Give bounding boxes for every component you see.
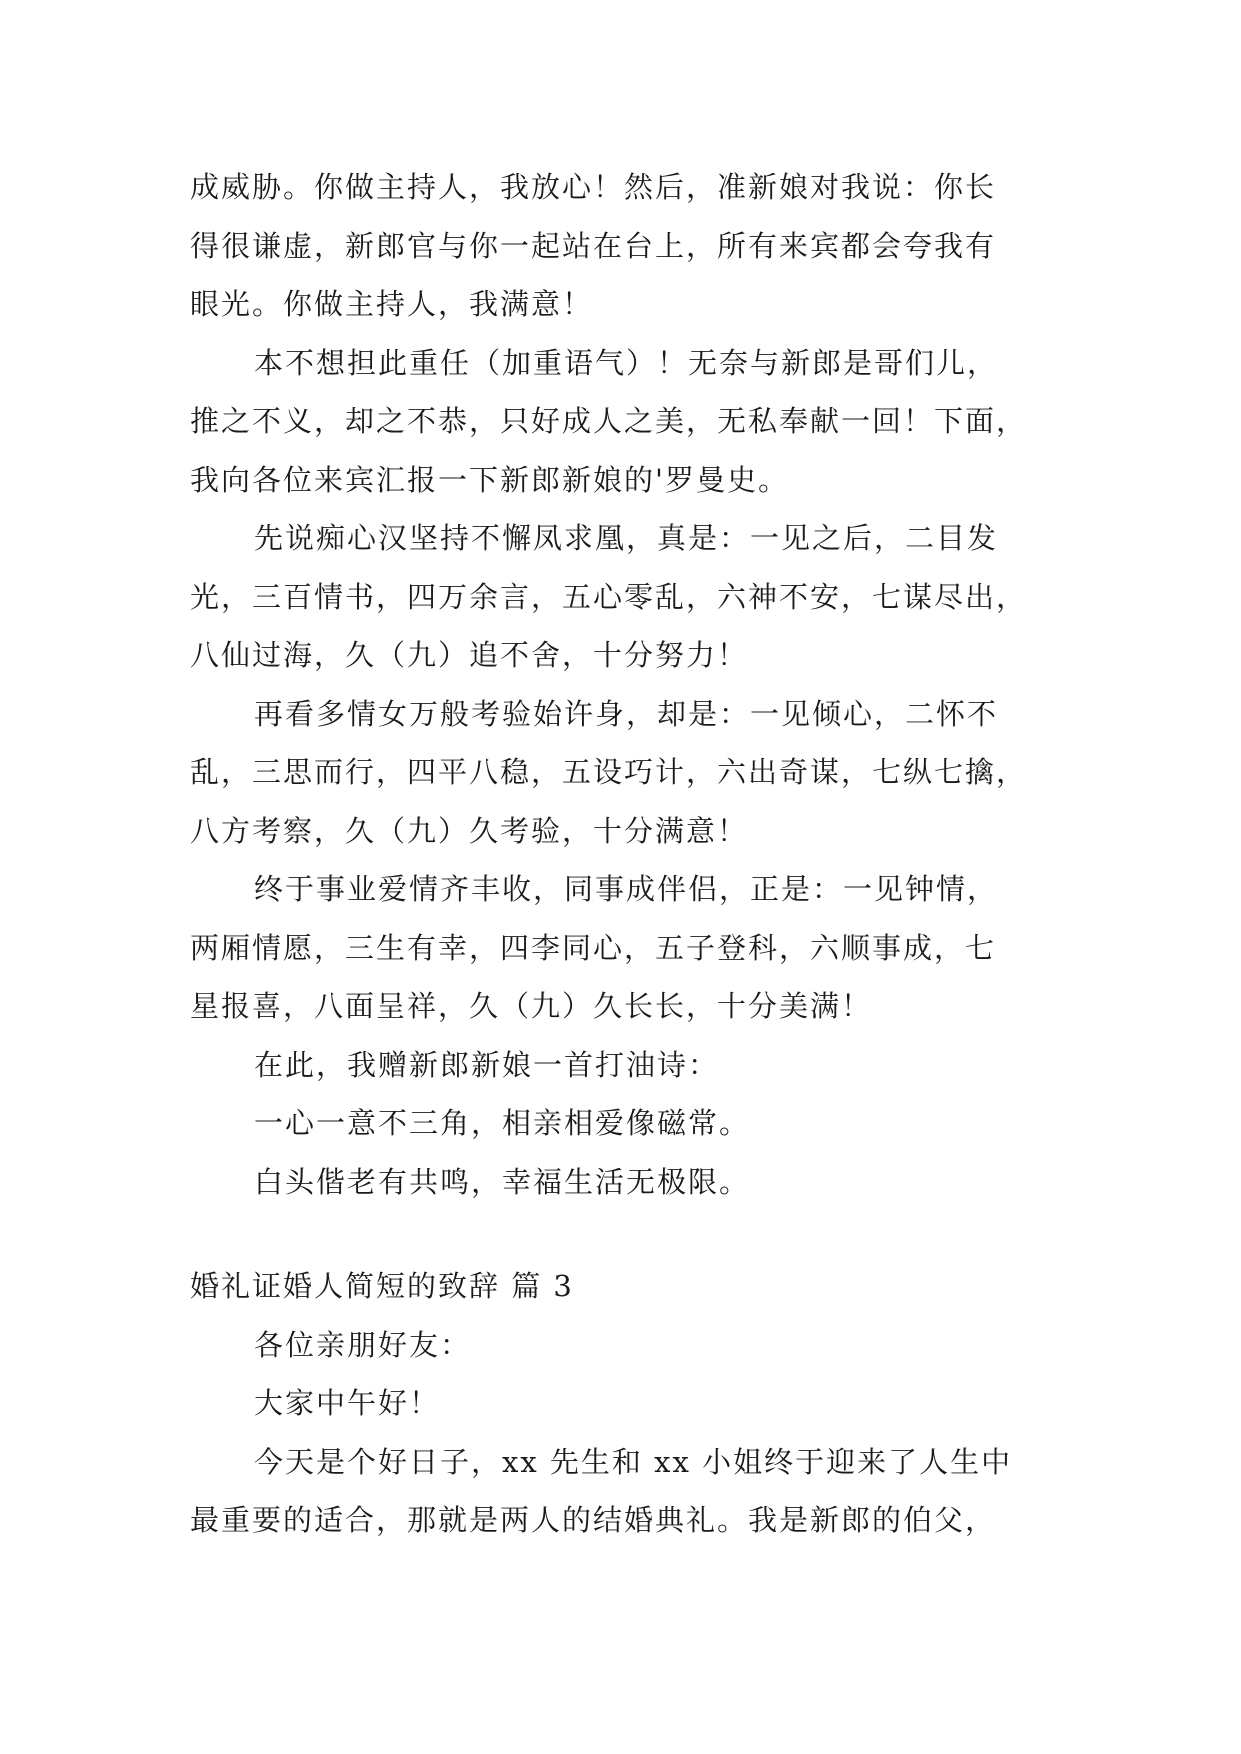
paragraph-start: 先说痴心汉坚持不懈凤求凰，真是：一见之后，二目发 — [254, 521, 999, 555]
text-line: 八仙过海，久（九）追不舍，十分努力！ — [190, 638, 749, 672]
text-line: 推之不义，却之不恭，只好成人之美，无私奉献一回！下面， — [190, 404, 1028, 438]
greeting-line: 大家中午好！ — [254, 1386, 441, 1420]
text-line: 乱，三思而行，四平八稳，五设巧计，六出奇谋，七纵七擒， — [190, 755, 1028, 789]
poem-line: 白头偕老有共鸣，幸福生活无极限。 — [254, 1164, 751, 1199]
text-line: 两厢情愿，三生有幸，四李同心，五子登科，六顺事成，七 — [190, 930, 997, 965]
text-line: 最重要的适合，那就是两人的结婚典礼。我是新郎的伯父， — [190, 1503, 997, 1537]
section-gap — [190, 1211, 1070, 1257]
poem-line: 一心一意不三角，相亲相爱像磁常。 — [254, 1106, 751, 1140]
text-line: 星报喜，八面呈祥，久（九）久长长，十分美满！ — [190, 989, 873, 1023]
paragraph-start: 再看多情女万般考验始许身，却是：一见倾心，二怀不 — [254, 696, 999, 731]
document-body — [190, 158, 1070, 1550]
text-line: 得很谦虚，新郎官与你一起站在台上，所有来宾都会夸我有 — [190, 228, 997, 263]
text-line: 光，三百情书，四万余言，五心零乱，六神不安，七谋尽出， — [190, 579, 1028, 614]
text-line: 成威胁。你做主持人，我放心！然后，准新娘对我说：你长 — [190, 170, 997, 204]
text-line: 我向各位来宾汇报一下新郎新娘的'罗曼史。 — [190, 462, 789, 497]
paragraph-start: 在此，我赠新郎新娘一首打油诗： — [254, 1047, 720, 1082]
section-title: 婚礼证婚人简短的致辞 篇 3 — [190, 1269, 574, 1303]
greeting-line: 各位亲朋好友： — [254, 1327, 472, 1362]
text-line: 眼光。你做主持人，我满意！ — [190, 287, 594, 321]
paragraph-start: 本不想担此重任（加重语气）！无奈与新郎是哥们儿， — [254, 345, 999, 380]
paragraph-start: 今天是个好日子，xx 先生和 xx 小姐终于迎来了人生中 — [254, 1444, 1013, 1479]
paragraph-start: 终于事业爱情齐丰收，同事成伴侣，正是：一见钟情， — [254, 872, 999, 906]
text-line: 八方考察，久（九）久考验，十分满意！ — [190, 813, 749, 848]
